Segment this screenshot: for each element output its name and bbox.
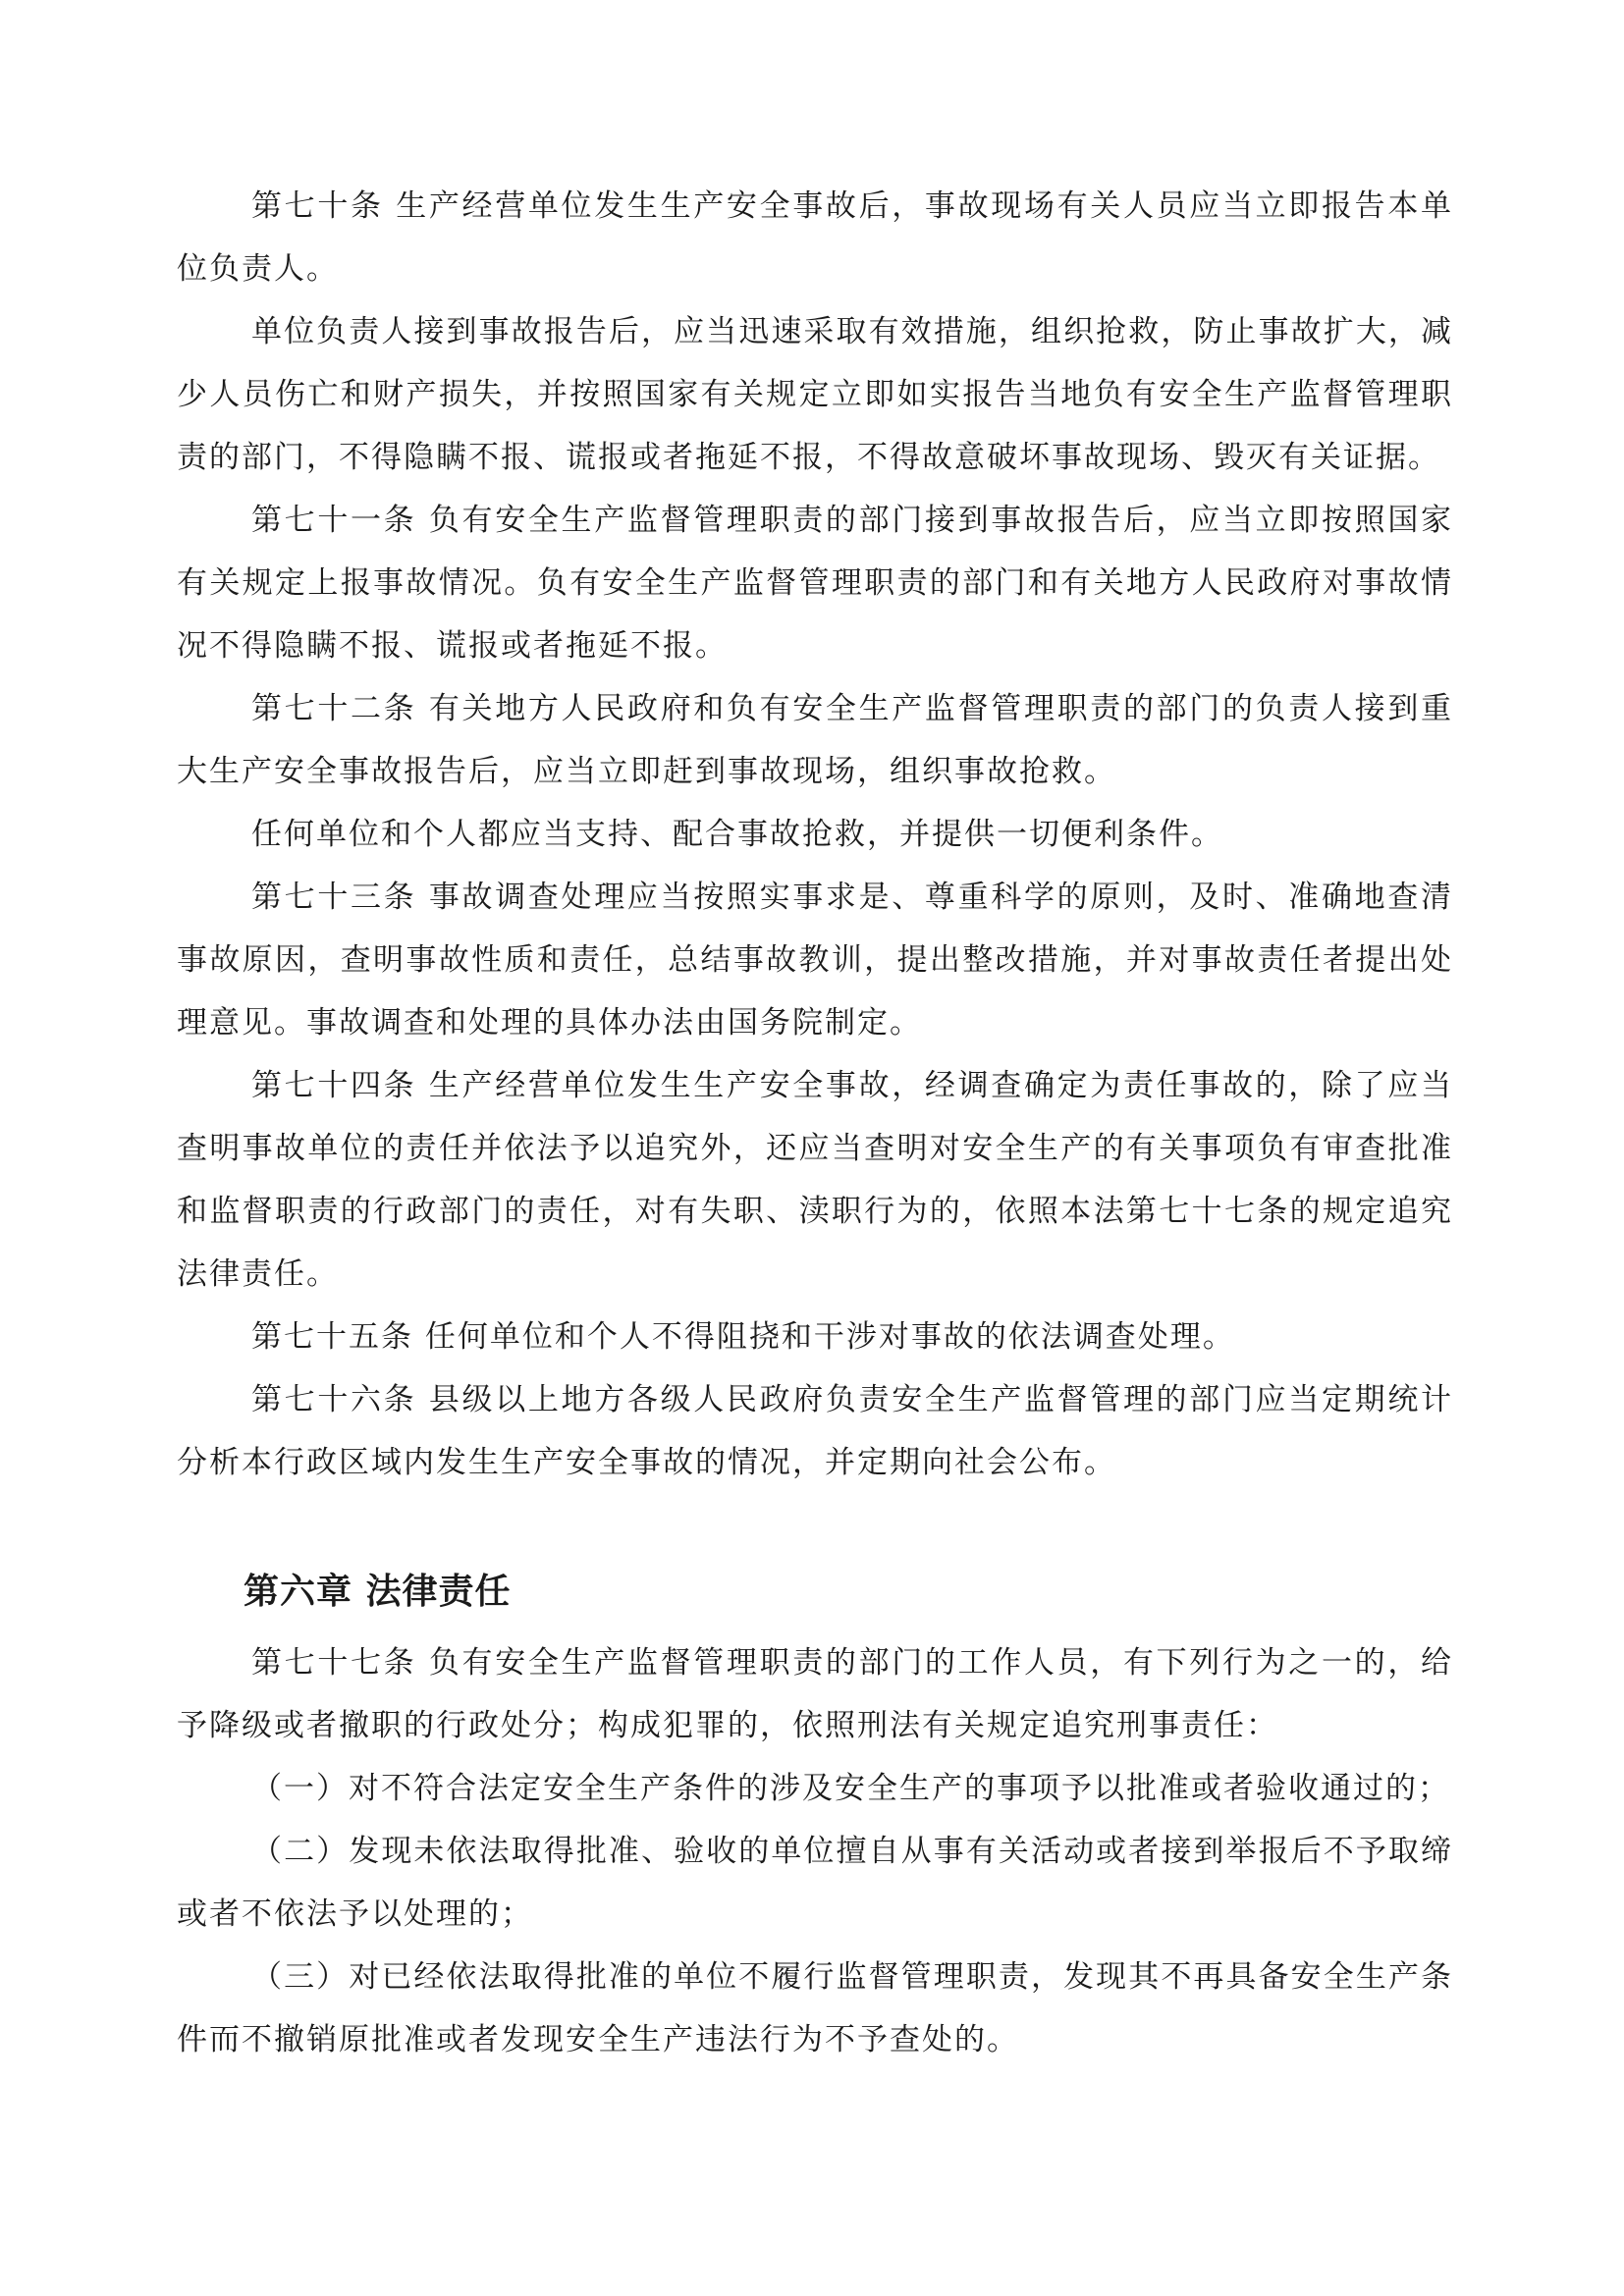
article-74-paragraph: 第七十四条 生产经营单位发生生产安全事故，经调查确定为责任事故的，除了应当查明事故单位的责任并依法予以追究外，还应当查明对安全生产的有关事项负有审查批准和监督职责的行政部门的责任，对有失职、渎职行为的，依照本法第七十七条的规定追究法律责任。 xyxy=(177,1068,1453,1292)
article-75-paragraph: 第七十五条 任何单位和个人不得阻挠和干涉对事故的依法调查处理。 xyxy=(251,1319,1235,1355)
article-72-paragraph: 第七十二条 有关地方人民政府和负有安全生产监督管理职责的部门的负责人接到重大生产安全事故报告后，应当立即赶到事故现场，组织事故抢救。 xyxy=(177,691,1453,789)
article-71-paragraph: 第七十一条 负有安全生产监督管理职责的部门接到事故报告后，应当立即按照国家有关规定上报事故情况。负有安全生产监督管理职责的部门和有关地方人民政府对事故情况不得隐瞒不报、谎报或者拖延不报。 xyxy=(177,503,1453,664)
chapter-title: 第六章 法律责任 xyxy=(244,1572,512,1612)
article-76-paragraph: 第七十六条 县级以上地方各级人民政府负责安全生产监督管理的部门应当定期统计分析本行政区域内发生生产安全事故的情况，并定期向社会公布。 xyxy=(177,1382,1453,1480)
article-77-item-3: （三）对已经依法取得批准的单位不履行监督管理职责，发现其不再具备安全生产条件而不撤销原批准或者发现安全生产违法行为不予查处的。 xyxy=(177,1959,1453,2057)
article-77-paragraph: 第七十七条 负有安全生产监督管理职责的部门的工作人员，有下列行为之一的，给予降级或者撤职的行政处分；构成犯罪的，依照刑法有关规定追究刑事责任： xyxy=(177,1645,1453,1743)
article-77-item-1: （一）对不符合法定安全生产条件的涉及安全生产的事项予以批准或者验收通过的； xyxy=(251,1771,1450,1806)
article-70-continuation-paragraph: 单位负责人接到事故报告后，应当迅速采取有效措施，组织抢救，防止事故扩大，减少人员伤亡和财产损失，并按照国家有关规定立即如实报告当地负有安全生产监督管理职责的部门，不得隐瞒不报、谎报或者拖延不报，不得故意破坏事故现场、毁灭有关证据。 xyxy=(177,314,1453,475)
article-72-continuation-paragraph: 任何单位和个人都应当支持、配合事故抢救，并提供一切便利条件。 xyxy=(251,817,1223,852)
article-73-paragraph: 第七十三条 事故调查处理应当按照实事求是、尊重科学的原则，及时、准确地查清事故原因，查明事故性质和责任，总结事故教训，提出整改措施，并对事故责任者提出处理意见。事故调查和处理的具体办法由国务院制定。 xyxy=(177,880,1453,1041)
document-page xyxy=(177,175,1453,2071)
article-70-paragraph: 第七十条 生产经营单位发生生产安全事故后，事故现场有关人员应当立即报告本单位负责人。 xyxy=(177,188,1453,287)
article-77-item-2: （二）发现未依法取得批准、验收的单位擅自从事有关活动或者接到举报后不予取缔或者不依法予以处理的； xyxy=(177,1834,1453,1932)
